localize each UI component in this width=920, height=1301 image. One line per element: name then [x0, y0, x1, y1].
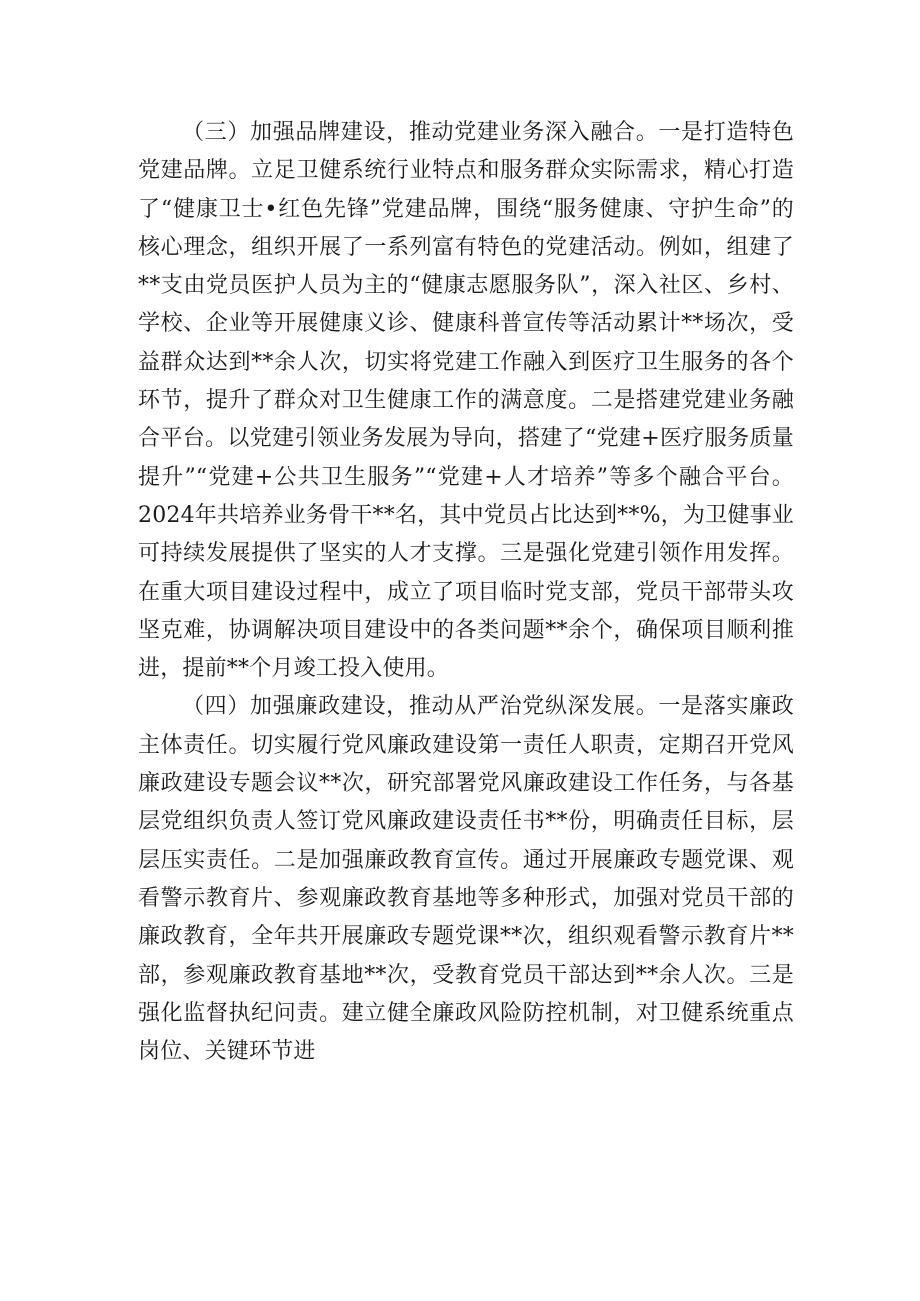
paragraph-integrity-building: （四）加强廉政建设，推动从严治党纵深发展。一是落实廉政主体责任。切实履行党风廉政建设第一责任人职责，定期召开党风廉政建设专题会议**次，研究部署党风廉政建设工作任务，与各基层党组织负责人签订党风廉政建设责任书**份，明确责任目标，层层压实责任。二是加强廉政教育宣传。通过开展廉政专题党课、观看警示教育片、参观廉政教育基地等多种形式，加强对党员干部的廉政教育，全年共开展廉政专题党课**次，组织观看警示教育片**部，参观廉政教育基地**次，受教育党员干部达到**余人次。三是强化监督执纪问责。建立健全廉政风险防控机制，对卫健系统重点岗位、关键环节进 [138, 694, 794, 1065]
paragraph-brand-building: （三）加强品牌建设，推动党建业务深入融合。一是打造特色党建品牌。立足卫健系统行业特点和服务群众实际需求，精心打造了“健康卫士•红色先锋”党建品牌，围绕“服务健康、守护生命”的核心理念，组织开展了一系列富有特色的党建活动。例如，组建了**支由党员医护人员为主的“健康志愿服务队”，深入社区、乡村、学校、企业等开展健康义诊、健康科普宣传等活动累计**场次，受益群众达到**余人次，切实将党建工作融入到医疗卫生服务的各个环节，提升了群众对卫生健康工作的满意度。二是搭建党建业务融合平台。以党建引领业务发展为导向，搭建了“党建+医疗服务质量提升”“党建+公共卫生服务”“党建+人才培养”等多个融合平台。2024年共培养业务骨干**名，其中党员占比达到**%，为卫健事业可持续发展提供了坚实的人才支撑。三是强化党建引领作用发挥。在重大项目建设过程中，成立了项目临时党支部，党员干部带头攻坚克难，协调解决项目建设中的各类问题**余个，确保项目顺利推进，提前**个月竣工投入使用。 [138, 120, 794, 682]
document-body [138, 114, 794, 1071]
